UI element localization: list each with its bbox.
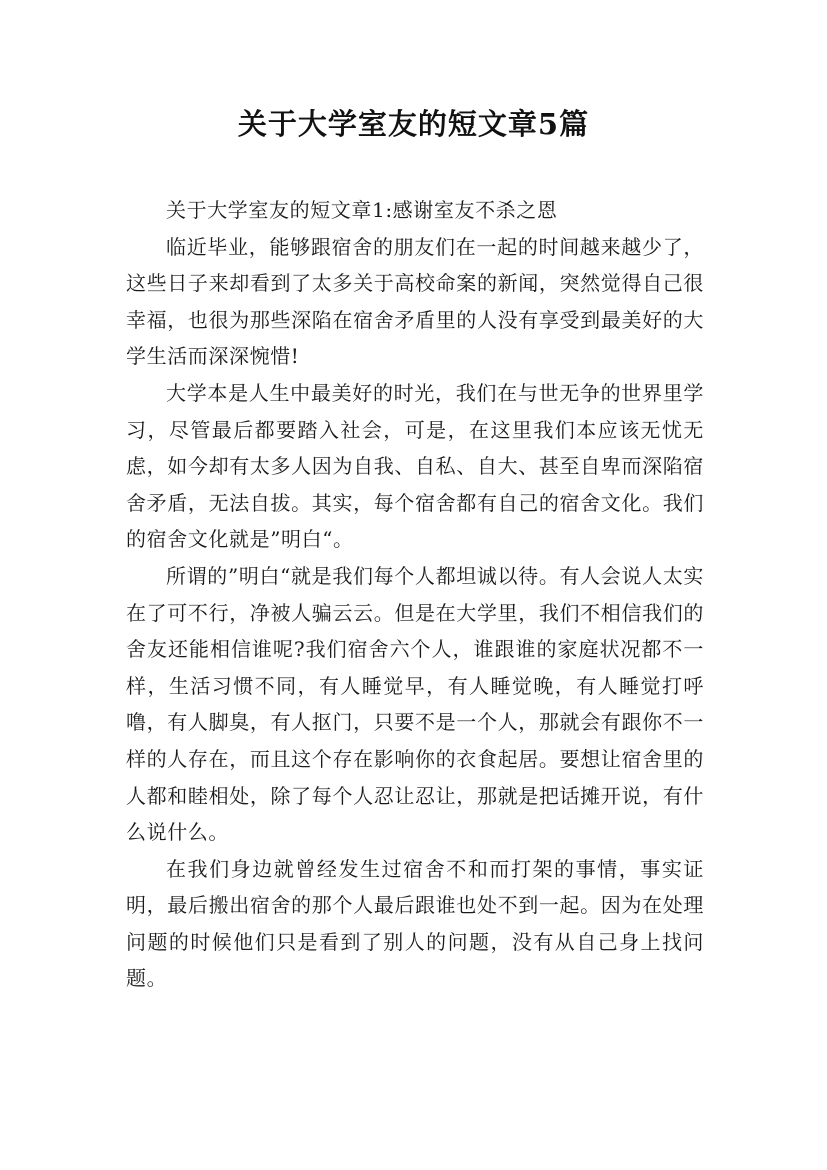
paragraph: 所谓的”明白“就是我们每个人都坦诚以待。有人会说人太实在了可不行，净被人骗云云。但是在大学里，我们不相信我们的舍友还能相信谁呢?我们宿舍六个人，谁跟谁的家庭状况都不一样，生活习惯不同，有人睡觉早，有人睡觉晚，有人睡觉打呼噜，有人脚臭，有人抠门，只要不是一个人，那就会有跟你不一样的人存在，而且这个存在影响你的衣食起居。要想让宿舍里的人都和睦相处，除了每个人忍让忍让，那就是把话摊开说，有什么说什么。 [126, 563, 704, 845]
document-title: 关于大学室友的短文章5篇 [237, 107, 590, 141]
document-body [126, 192, 704, 997]
paragraph: 在我们身边就曾经发生过宿舍不和而打架的事情，事实证明，最后搬出宿舍的那个人最后跟谁也处不到一起。因为在处理问题的时候他们只是看到了别人的问题，没有从自己身上找问题。 [126, 856, 704, 991]
paragraph: 临近毕业，能够跟宿舍的朋友们在一起的时间越来越少了，这些日子来却看到了太多关于高校命案的新闻，突然觉得自己很幸福，也很为那些深陷在宿舍矛盾里的人没有享受到最美好的大学生活而深深惋惜! [126, 234, 704, 369]
section-heading: 关于大学室友的短文章1:感谢室友不杀之恩 [166, 198, 558, 222]
paragraph: 大学本是人生中最美好的时光，我们在与世无争的世界里学习，尽管最后都要踏入社会，可是，在这里我们本应该无忧无虑，如今却有太多人因为自我、自私、自大、甚至自卑而深陷宿舍矛盾，无法自拔。其实，每个宿舍都有自己的宿舍文化。我们的宿舍文化就是”明白“。 [126, 380, 704, 552]
